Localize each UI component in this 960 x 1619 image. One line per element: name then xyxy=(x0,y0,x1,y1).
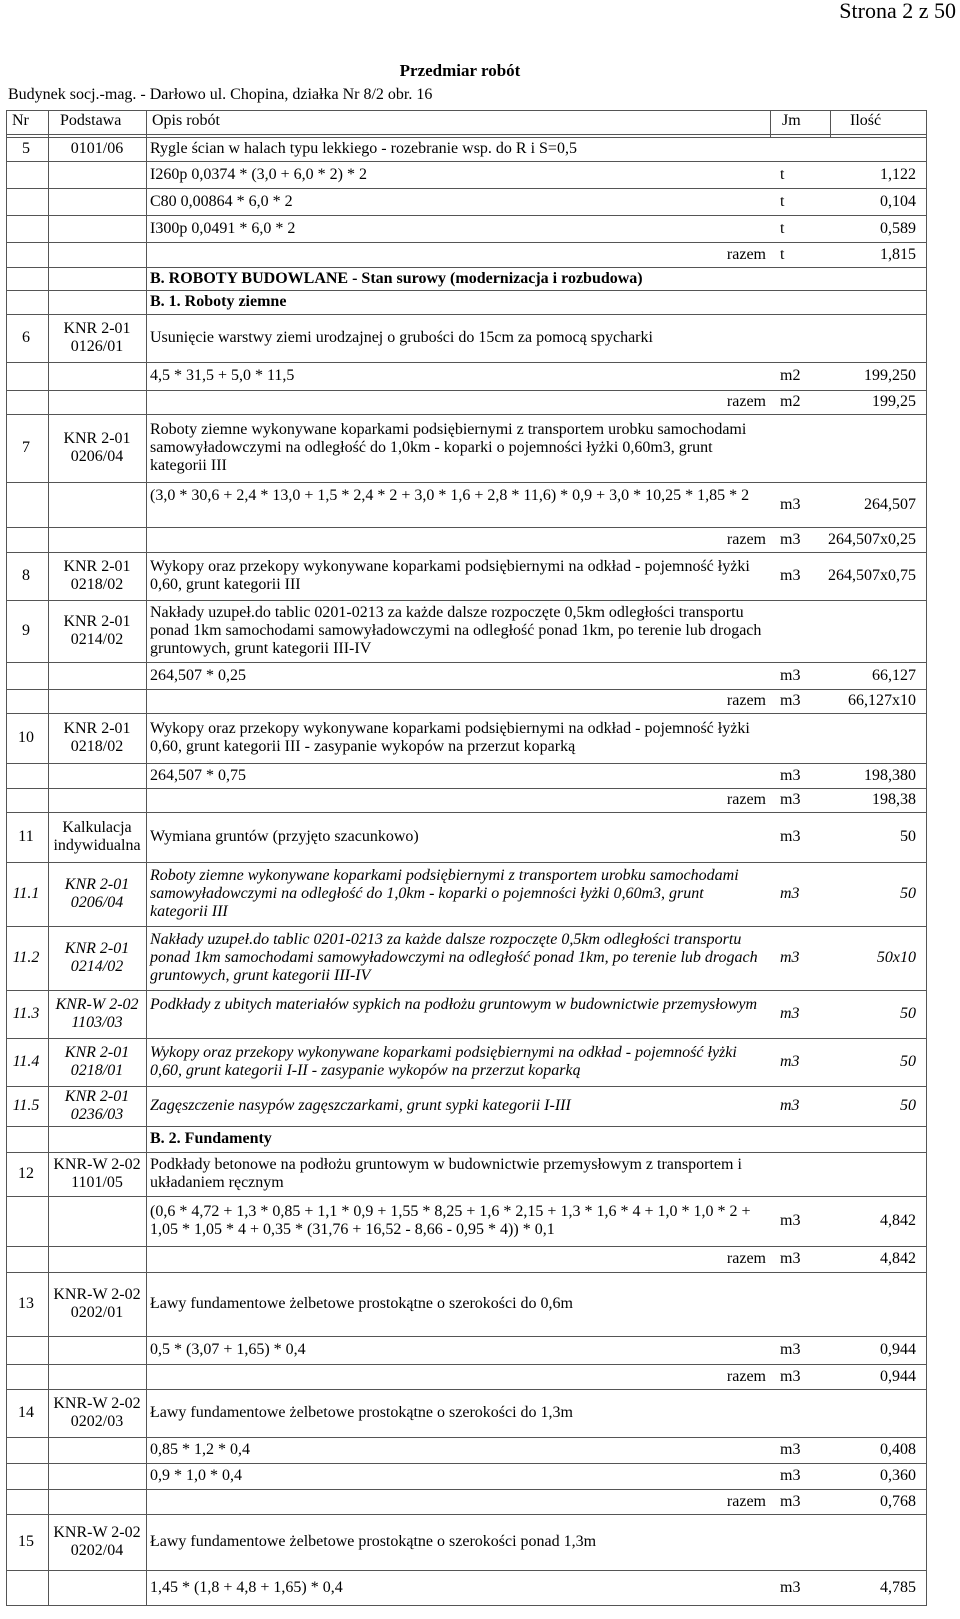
column-rule xyxy=(146,110,147,1606)
basis-code: KNR-W 2-02 1103/03 xyxy=(55,996,139,1031)
table-rule xyxy=(6,713,926,714)
item-number: 8 xyxy=(22,567,30,584)
project-name: Budynek socj.-mag. - Darłowo ul. Chopina, działka Nr 8/2 obr. 16 xyxy=(8,86,433,103)
work-description: Podkłady betonowe na podłożu gruntowym w budownictwie przemysłowym z transportem i układaniem ręcznym xyxy=(150,1156,742,1191)
quantity-value: 0,104 xyxy=(880,192,916,210)
unit-value: m2 xyxy=(780,367,801,384)
table-rule xyxy=(6,1272,926,1273)
unit-value: m3 xyxy=(780,949,800,966)
table-rule xyxy=(6,1437,926,1438)
table-rule xyxy=(6,812,926,813)
quantity-value: 264,507x0,75 xyxy=(828,567,916,584)
item-number: 10 xyxy=(18,729,34,746)
work-description: Zagęszczenie nasypów zagęszczarkami, grunt sypki kategorii I-III xyxy=(150,1097,571,1114)
measurement-formula: (3,0 * 30,6 + 2,4 * 13,0 + 1,5 * 2,4 * 2 + 3,0 * 1,6 + 2,8 * 11,6) * 0,9 + 3,0 * 10,25 * 1,85 * 2 xyxy=(150,486,750,504)
quantity-value: 199,250 xyxy=(864,367,916,384)
item-number: 5 xyxy=(22,140,30,157)
unit-value: m3 xyxy=(780,885,800,902)
quantity-value: 264,507 xyxy=(864,495,916,513)
table-rule xyxy=(6,188,926,189)
unit-value: m3 xyxy=(780,828,801,845)
sum-label: razem xyxy=(726,1367,766,1385)
table-rule xyxy=(6,1126,926,1127)
work-description: Wykopy oraz przekopy wykonywane koparkami podsiębiernymi na odkład - pojemność łyżki 0,60, grunt kategorii I-II - zasypanie wykopów na przerzut koparką xyxy=(150,1044,737,1079)
table-rule xyxy=(6,137,926,138)
measurement-formula: 1,45 * (1,8 + 4,8 + 1,65) * 0,4 xyxy=(150,1578,343,1596)
table-rule xyxy=(6,1489,926,1490)
col-header-unit: Jm xyxy=(782,112,801,129)
table-rule xyxy=(6,926,926,927)
quantity-value: 0,944 xyxy=(880,1341,916,1358)
table-rule xyxy=(6,1038,926,1039)
measurement-formula: 4,5 * 31,5 + 5,0 * 11,5 xyxy=(150,367,295,384)
col-header-basis: Podstawa xyxy=(60,112,122,129)
quantity-value: 1,122 xyxy=(880,165,916,183)
item-number: 11.1 xyxy=(12,885,40,902)
unit-value: m3 xyxy=(780,1250,801,1267)
measurement-formula: I260p 0,0374 * (3,0 + 6,0 * 2) * 2 xyxy=(150,165,368,183)
basis-code: KNR 2-01 0206/04 xyxy=(63,430,131,465)
table-rule xyxy=(6,1570,926,1571)
unit-value: m3 xyxy=(780,1097,800,1114)
item-number: 11.4 xyxy=(12,1053,40,1070)
unit-value: m3 xyxy=(780,1467,801,1484)
page-number: Strona 2 z 50 xyxy=(839,0,956,23)
unit-value: m3 xyxy=(780,1053,800,1070)
quantity-value: 1,815 xyxy=(880,245,916,263)
quantity-value: 0,768 xyxy=(880,1492,916,1510)
measurement-formula: 0,85 * 1,2 * 0,4 xyxy=(150,1441,250,1458)
sum-label: razem xyxy=(726,530,766,548)
table-rule xyxy=(6,662,926,663)
sum-label: razem xyxy=(726,692,766,709)
measurement-formula: 0,9 * 1,0 * 0,4 xyxy=(150,1467,242,1484)
sum-label: razem xyxy=(726,393,766,410)
table-rule xyxy=(6,1463,926,1464)
table-rule xyxy=(6,1152,926,1153)
work-description: Rygle ścian w halach typu lekkiego - rozebranie wsp. do R i S=0,5 xyxy=(150,140,577,157)
quantity-value: 264,507x0,25 xyxy=(828,530,916,548)
basis-code: KNR 2-01 0214/02 xyxy=(64,940,130,975)
work-description: Usunięcie warstwy ziemi urodzajnej o grubości do 15cm za pomocą spycharki xyxy=(150,329,653,346)
table-rule xyxy=(6,362,926,363)
table-rule xyxy=(6,390,926,391)
sum-label: razem xyxy=(726,791,766,808)
col-header-nr: Nr xyxy=(12,112,29,129)
item-number: 6 xyxy=(22,329,30,346)
table-rule xyxy=(6,862,926,863)
work-description: Wymiana gruntów (przyjęto szacunkowo) xyxy=(150,828,419,845)
item-number: 9 xyxy=(22,622,30,639)
unit-value: m3 xyxy=(780,791,801,808)
column-rule xyxy=(926,110,927,1606)
measurement-formula: (0,6 * 4,72 + 1,3 * 0,85 + 1,1 * 0,9 + 1,55 * 8,25 + 1,6 * 2,15 + 1,3 * 1,6 * 4 + 1,0 * 1,0 * 2 + 1,05 * 1,05 * 4 + 0,35 * (31,76 + 16,52 - 8,66 - 0,95 * 4)) * 0,1 xyxy=(150,1203,751,1238)
basis-code: KNR 2-01 0214/02 xyxy=(63,613,131,648)
unit-value: t xyxy=(780,245,785,263)
quantity-value: 4,842 xyxy=(880,1250,916,1267)
unit-value: m3 xyxy=(780,692,801,709)
table-rule xyxy=(6,134,926,135)
table-rule xyxy=(6,689,926,690)
quantity-value: 0,944 xyxy=(880,1367,916,1385)
table-rule xyxy=(6,267,926,268)
item-number: 15 xyxy=(18,1533,34,1550)
subsection-heading: B. 1. Roboty ziemne xyxy=(150,293,287,310)
unit-value: m3 xyxy=(780,1212,801,1229)
table-rule xyxy=(6,1336,926,1337)
measurement-formula: 264,507 * 0,75 xyxy=(150,766,246,784)
table-rule xyxy=(6,1086,926,1087)
basis-code: KNR 2-01 0218/01 xyxy=(64,1044,130,1079)
unit-value: m3 xyxy=(780,1367,801,1385)
table-rule xyxy=(6,552,926,553)
quantity-value: 50x10 xyxy=(876,949,916,966)
item-number: 7 xyxy=(22,439,30,456)
basis-code: 0101/06 xyxy=(70,140,124,157)
measurement-formula: 264,507 * 0,25 xyxy=(150,666,246,684)
table-rule xyxy=(6,1246,926,1247)
table-rule xyxy=(6,990,926,991)
work-description: Ławy fundamentowe żelbetowe prostokątne o szerokości do 0,6m xyxy=(150,1295,573,1312)
table-rule xyxy=(6,527,926,528)
table-rule xyxy=(6,161,926,162)
work-description: Ławy fundamentowe żelbetowe prostokątne o szerokości ponad 1,3m xyxy=(150,1533,597,1550)
table-rule xyxy=(6,110,926,111)
quantity-value: 0,589 xyxy=(880,219,916,237)
unit-value: m3 xyxy=(780,766,801,784)
unit-value: m3 xyxy=(780,1578,801,1596)
item-number: 13 xyxy=(18,1295,34,1312)
table-rule xyxy=(6,788,926,789)
table-rule xyxy=(6,1389,926,1390)
quantity-value: 0,408 xyxy=(880,1441,916,1458)
item-number: 12 xyxy=(18,1165,34,1182)
unit-value: m3 xyxy=(780,1441,801,1458)
table-rule xyxy=(6,290,926,291)
quantity-value: 50 xyxy=(900,828,916,845)
basis-code: KNR 2-01 0236/03 xyxy=(64,1088,130,1123)
unit-value: m3 xyxy=(780,666,801,684)
col-header-quantity: Ilość xyxy=(850,112,882,129)
quantity-value: 66,127x10 xyxy=(848,692,916,709)
item-number: 11.3 xyxy=(12,1005,40,1022)
sum-label: razem xyxy=(726,1492,766,1510)
basis-code: KNR-W 2-02 0202/03 xyxy=(53,1395,141,1430)
column-rule xyxy=(770,110,771,137)
unit-value: m3 xyxy=(780,1341,801,1358)
unit-value: t xyxy=(780,219,785,237)
table-rule xyxy=(6,242,926,243)
work-description: Wykopy oraz przekopy wykonywane koparkami podsiębiernymi na odkład - pojemność łyżki 0,60, grunt kategorii III - zasypanie wykopów na przerzut koparką xyxy=(150,720,750,755)
unit-value: m3 xyxy=(780,530,801,548)
work-description: Nakłady uzupeł.do tablic 0201-0213 za każde dalsze rozpoczęte 0,5km odległości transportu ponad 1km samochodami samowyładowczymi na odległość ponad 1km, po terenie lub drogach gruntowych, grunt kategorii III-IV xyxy=(150,604,762,657)
col-header-description: Opis robót xyxy=(152,112,220,129)
item-number: 11.5 xyxy=(12,1097,40,1114)
section-heading: B. ROBOTY BUDOWLANE - Stan surowy (modernizacja i rozbudowa) xyxy=(150,269,643,287)
table-rule xyxy=(6,1514,926,1515)
basis-code: KNR 2-01 0126/01 xyxy=(63,320,131,355)
sum-label: razem xyxy=(726,1250,766,1267)
quantity-value: 198,38 xyxy=(872,791,916,808)
measurement-formula: 0,5 * (3,07 + 1,65) * 0,4 xyxy=(150,1341,306,1358)
basis-code: KNR-W 2-02 1101/05 xyxy=(53,1156,141,1191)
item-number: 11 xyxy=(18,828,34,845)
basis-code: KNR 2-01 0218/02 xyxy=(63,558,131,593)
column-rule xyxy=(6,110,7,1606)
basis-code: KNR 2-01 0218/02 xyxy=(63,720,131,755)
quantity-value: 199,25 xyxy=(872,393,916,410)
column-rule xyxy=(48,110,49,1606)
quantity-value: 50 xyxy=(900,1053,916,1070)
table-rule xyxy=(6,600,926,601)
table-rule xyxy=(6,215,926,216)
table-rule xyxy=(6,482,926,483)
basis-code: KNR-W 2-02 0202/04 xyxy=(53,1524,141,1559)
basis-code: KNR 2-01 0206/04 xyxy=(64,876,130,911)
unit-value: m3 xyxy=(780,567,801,584)
quantity-value: 4,785 xyxy=(880,1578,916,1596)
work-description: Podkłady z ubitych materiałów sypkich na podłożu gruntowym w budownictwie przemysłowym xyxy=(150,996,758,1013)
work-description: Nakłady uzupeł.do tablic 0201-0213 za każde dalsze rozpoczęte 0,5km odległości transportu ponad 1km samochodami samowyładowczymi na odległość ponad 1km, po terenie lub drogach gruntowych, grunt kategorii III-IV xyxy=(150,931,758,984)
measurement-formula: C80 0,00864 * 6,0 * 2 xyxy=(150,192,293,210)
work-description: Wykopy oraz przekopy wykonywane koparkami podsiębiernymi na odkład - pojemność łyżki 0,60, grunt kategorii III xyxy=(150,558,750,593)
quantity-value: 198,380 xyxy=(864,766,916,784)
column-rule xyxy=(830,110,831,137)
quantity-value: 4,842 xyxy=(880,1212,916,1229)
table-rule xyxy=(6,1196,926,1197)
measurement-formula: I300p 0,0491 * 6,0 * 2 xyxy=(150,219,296,237)
quantity-value: 66,127 xyxy=(872,666,916,684)
quantity-value: 50 xyxy=(900,885,916,902)
basis-code: KNR-W 2-02 0202/01 xyxy=(53,1286,141,1321)
sum-label: razem xyxy=(726,245,766,263)
basis-code: Kalkulacja indywidualna xyxy=(53,819,141,854)
unit-value: m2 xyxy=(780,393,801,410)
table-rule xyxy=(6,414,926,415)
table-rule xyxy=(6,1364,926,1365)
work-description: Roboty ziemne wykonywane koparkami podsiębiernymi z transportem urobku samochodami samowyładowczymi na odległość do 1,0km - koparki o pojemności łyżki 0,60m3, grunt kategorii III xyxy=(150,867,739,920)
unit-value: m3 xyxy=(780,495,801,513)
unit-value: t xyxy=(780,192,785,210)
work-description: Ławy fundamentowe żelbetowe prostokątne o szerokości do 1,3m xyxy=(150,1404,573,1421)
work-description: Roboty ziemne wykonywane koparkami podsiębiernymi z transportem urobku samochodami samowyładowczymi na odległość do 1,0km - koparki o pojemności łyżki 0,60m3, grunt kategorii III xyxy=(150,421,747,474)
item-number: 11.2 xyxy=(12,949,40,966)
unit-value: m3 xyxy=(780,1005,800,1022)
table-rule xyxy=(6,1605,926,1606)
item-number: 14 xyxy=(18,1404,34,1421)
quantity-value: 0,360 xyxy=(880,1467,916,1484)
unit-value: m3 xyxy=(780,1492,801,1510)
document-title: Przedmiar robót xyxy=(399,61,521,80)
unit-value: t xyxy=(780,165,785,183)
subsection-heading: B. 2. Fundamenty xyxy=(150,1130,272,1147)
quantity-value: 50 xyxy=(900,1005,916,1022)
table-rule xyxy=(6,314,926,315)
table-rule xyxy=(6,763,926,764)
quantity-value: 50 xyxy=(900,1097,916,1114)
